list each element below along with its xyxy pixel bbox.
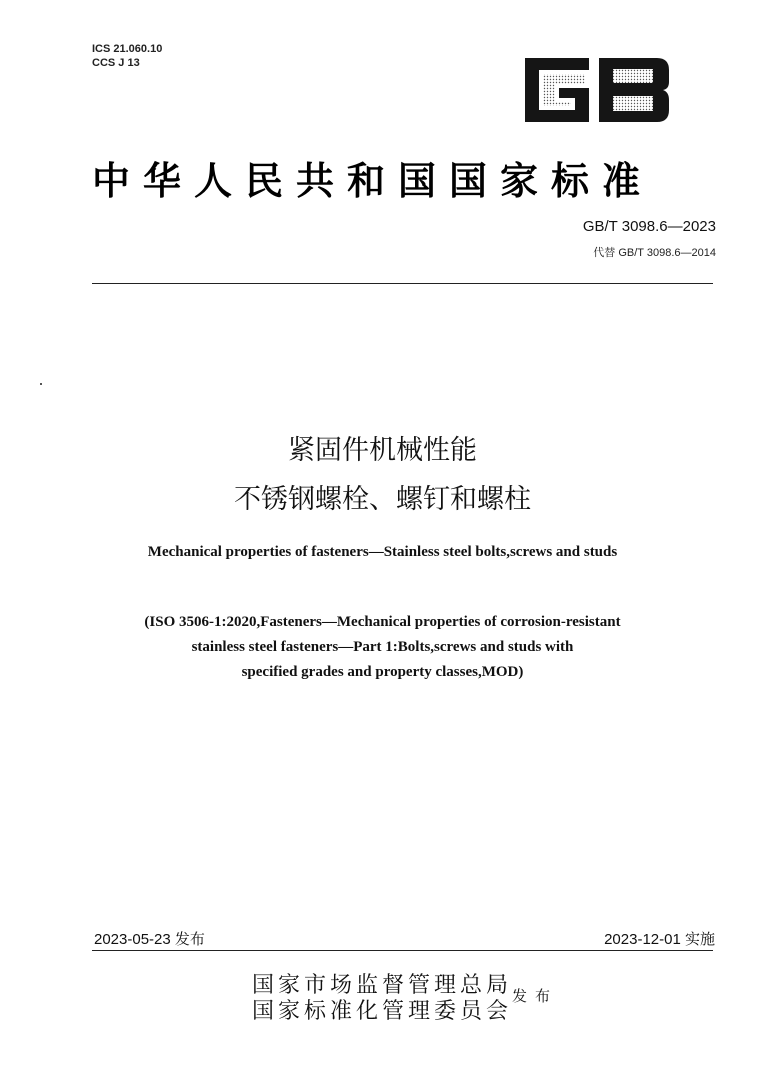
- gb-logo: [519, 48, 675, 132]
- ics-code: ICS 21.060.10: [92, 43, 163, 55]
- top-divider: [92, 283, 713, 284]
- standard-number: GB/T 3098.6—2023: [582, 218, 716, 235]
- ccs-code: CCS J 13: [92, 57, 140, 69]
- replaces-standard: 代替 GB/T 3098.6—2014: [593, 247, 716, 259]
- national-standard-title: 中华人民共和国国家标准: [92, 158, 654, 203]
- bottom-divider: [92, 950, 713, 951]
- english-title: Mechanical properties of fasteners—Stainless steel bolts,screws and studs: [147, 544, 618, 560]
- chinese-title-line-1: 紧固件机械性能: [288, 435, 477, 466]
- iso-reference-line-2: stainless steel fasteners—Part 1:Bolts,screws and studs with: [191, 639, 574, 655]
- iso-reference-line-3: specified grades and property classes,MOD): [241, 664, 524, 680]
- implementation-date: 2023-12-01 实施: [604, 931, 715, 948]
- issuer-org-2: 国家标准化管理委员会: [252, 999, 513, 1024]
- issuer-org-1: 国家市场监督管理总局: [252, 973, 513, 998]
- scan-speck: [40, 383, 42, 385]
- publish-label: 发布: [512, 987, 559, 1005]
- classification-codes: [92, 42, 162, 70]
- chinese-title-line-2: 不锈钢螺栓、螺钉和螺柱: [234, 484, 531, 515]
- iso-reference-line-1: (ISO 3506-1:2020,Fasteners—Mechanical properties of corrosion-resistant: [144, 614, 621, 630]
- issue-date: 2023-05-23 发布: [94, 931, 205, 948]
